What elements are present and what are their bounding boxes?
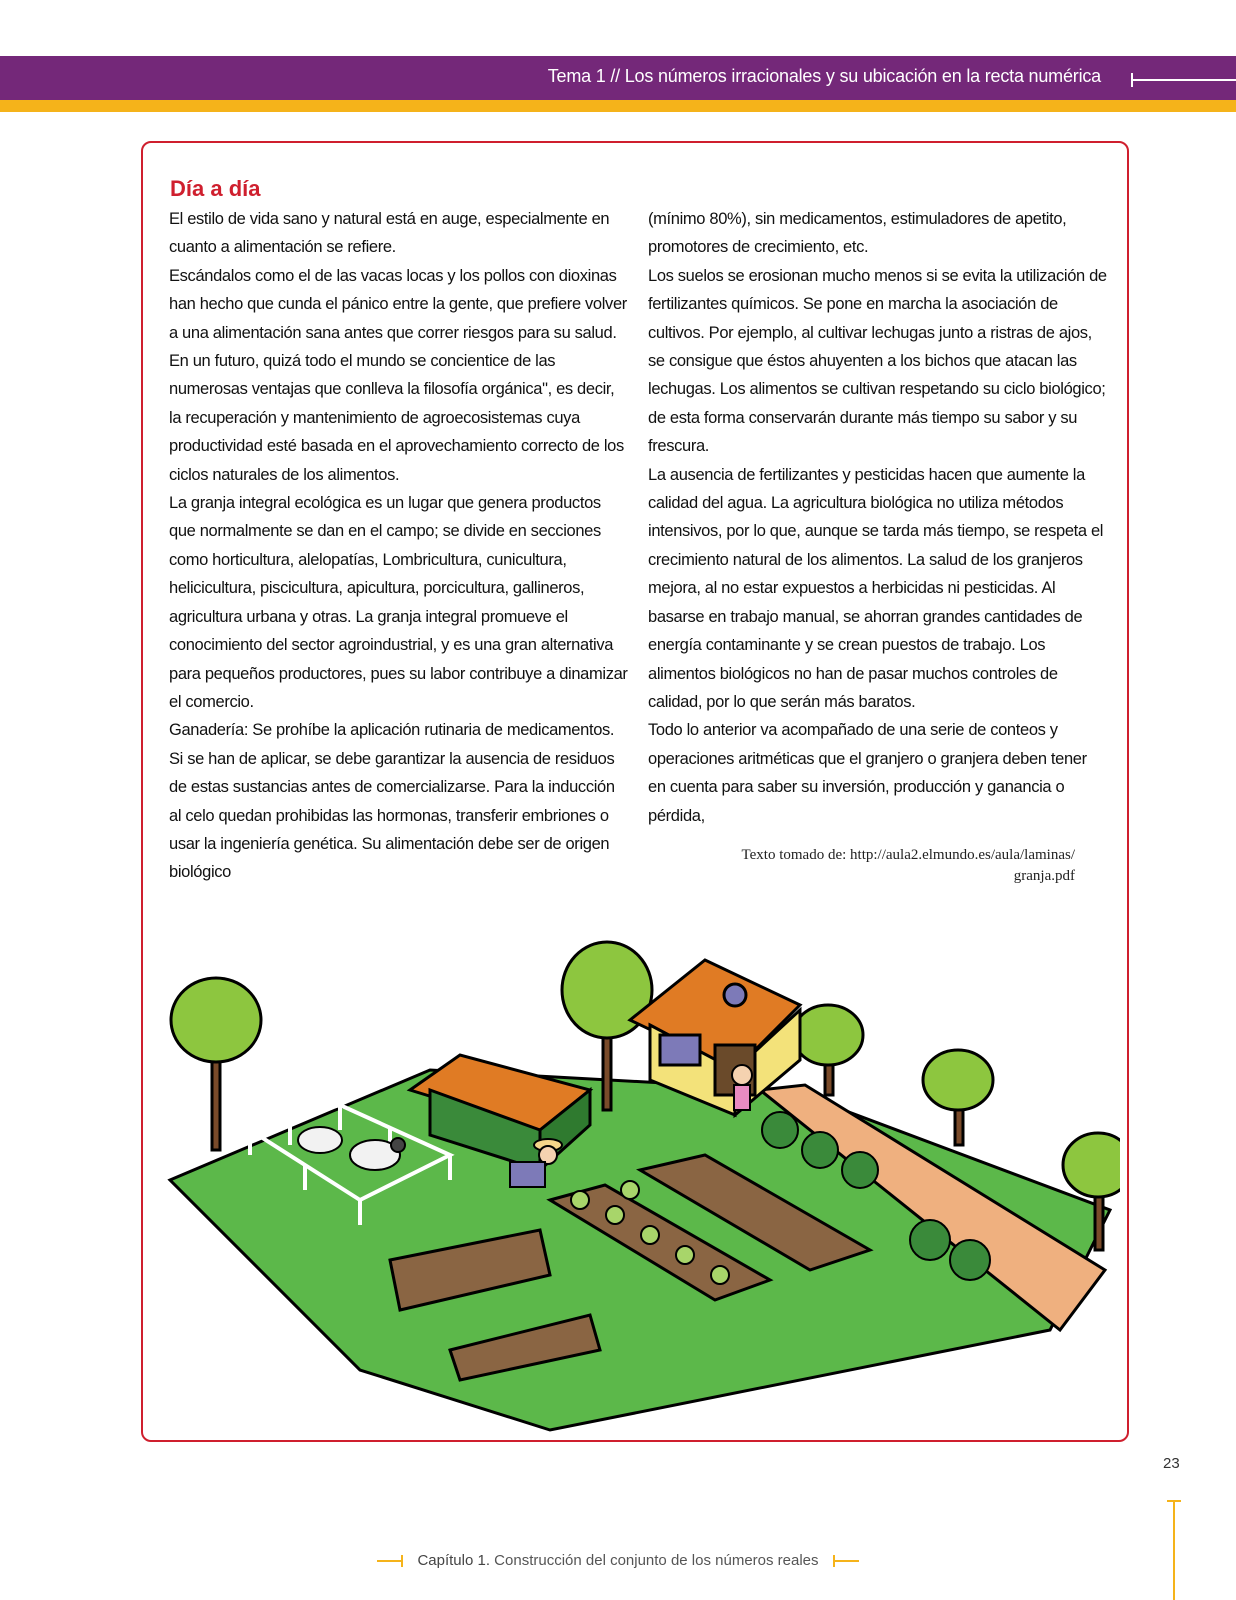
girl-figure <box>732 1065 752 1110</box>
page-number: 23 <box>1163 1455 1180 1472</box>
header-title: Tema 1 // Los números irracionales y su ubicación en la recta numérica <box>547 66 1101 86</box>
header-decoration-line <box>1133 79 1236 81</box>
paragraph: En un futuro, quizá todo el mundo se concientice de las numerosas ventajas que conlleva la filosofía orgánica", es decir, la recuperación y mantenimiento de agroecosistemas cuya productividad esté basada en el aprovechamiento correcto de los ciclos naturales de los alimentos. <box>169 352 624 484</box>
paragraph: Escándalos como el de las vacas locas y los pollos con dioxinas han hecho que cunda el pánico entre la gente, que prefiere volver a una alimentación sana antes que correr riesgos para su salud. <box>169 266 627 342</box>
source-line: granja.pdf <box>1013 868 1075 884</box>
paragraph: (mínimo 80%), sin medicamentos, estimuladores de apetito, promotores de crecimiento, etc. <box>648 210 1067 257</box>
tree <box>793 1005 863 1095</box>
paragraph: La ausencia de fertilizantes y pesticidas hacen que aumente la calidad del agua. La agricultura biológica no utiliza métodos intensivos, por lo que, aunque se tarda más tiempo, se respeta el crecimiento natural de los alimentos. La salud de los granjeros mejora, al no estar expuestos a herbicidas ni pesticidas. Al basarse en trabajo manual, se ahorran grandes cantidades de energía contaminante y se crean puestos de trabajo. Los alimentos biológicos no han de pasar muchos controles de calidad, por lo que serán más baratos. <box>648 465 1104 711</box>
footer-decoration <box>833 1560 859 1562</box>
footer <box>0 1552 1236 1569</box>
paragraph: Ganadería: Se prohíbe la aplicación rutinaria de medicamentos. Si se han de aplicar, se debe garantizar la ausencia de residuos de estas sustancias antes de comercializarse. Para la inducción al celo quedan prohibidas las hormonas, transferir embriones o usar la ingeniería genética. Su alimentación debe ser de origen biológico <box>169 721 615 882</box>
paragraph: El estilo de vida sano y natural está en auge, especialmente en cuanto a alimentación se refiere. <box>169 210 610 257</box>
farm-illustration <box>160 940 1120 1440</box>
chapter-label: Capítulo 1. <box>417 1552 490 1569</box>
page-decoration-line <box>1173 1502 1175 1600</box>
footer-decoration <box>377 1560 403 1562</box>
source-citation <box>648 845 1075 887</box>
tree <box>171 978 261 1150</box>
right-column <box>648 205 1108 830</box>
tree <box>923 1050 993 1145</box>
header-stripe <box>0 100 1236 112</box>
paragraph: La granja integral ecológica es un lugar que genera productos que normalmente se dan en el campo; se divide en secciones como horticultura, alelopatías, Lombricultura, cunicultura, helicicultura, piscicultura, apicultura, porcicultura, gallineros, agricultura urbana y otras. La granja integral promueve el conocimiento del sector agroindustrial, y es una gran alternativa para pequeños productores, pues su labor contribuye a dinamizar el comercio. <box>169 494 628 711</box>
paragraph: Todo lo anterior va acompañado de una serie de conteos y operaciones aritméticas que el granjero o granjera deben tener en cuenta para saber su inversión, producción y ganancia o pérdida, <box>648 721 1087 825</box>
box-title: Día a día <box>170 176 261 201</box>
source-line: Texto tomado de: http://aula2.elmundo.es/aula/laminas/ <box>741 847 1075 863</box>
paragraph: Los suelos se erosionan mucho menos si se evita la utilización de fertilizantes químicos. Se pone en marcha la asociación de cultivos. Por ejemplo, al cultivar lechugas junto a ristras de ajos, se consigue que éstos ahuyenten a los bichos que atacan las lechugas. Los alimentos se cultivan respetando su ciclo biológico; de esta forma conservarán durante más tiempo su sabor y su frescura. <box>648 266 1107 456</box>
left-column <box>169 205 629 887</box>
chapter-title: Construcción del conjunto de los números reales <box>494 1552 819 1569</box>
